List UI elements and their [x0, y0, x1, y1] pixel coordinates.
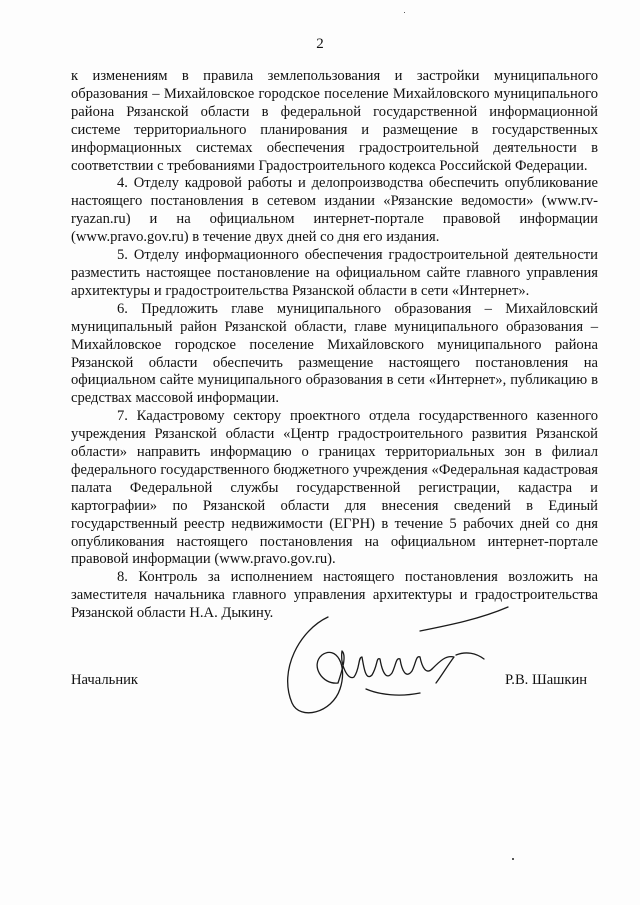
paragraph-item-5: 5. Отделу информационного обеспечения градостроительной деятельности разместить настоящее постановление на официальном сайте главного управления архитектуры и градостроительства Рязанской области в сети «Интернет».	[71, 247, 598, 299]
scan-speck	[404, 12, 405, 13]
scan-speck	[512, 858, 514, 860]
paragraph-item-4: 4. Отделу кадровой работы и делопроизводства обеспечить опубликование настоящего постановления в сетевом издании «Рязанские ведомости» (www.rv-ryazan.ru) и на официальном интернет-портале правовой информации (www.pravo.gov.ru) в течение двух дней со дня его издания.	[71, 175, 598, 246]
signatory-name: Р.В. Шашкин	[505, 672, 588, 688]
signatory-title: Начальник	[71, 672, 139, 688]
page-number: 2	[316, 36, 324, 52]
paragraph-item-8: 8. Контроль за исполнением настоящего постановления возложить на заместителя начальника главного управления архитектуры и градостроительства Рязанской области Н.А. Дыкину.	[71, 569, 598, 622]
paragraph-continuation: к изменениям в правила землепользования и застройки муниципального образования – Михайловское городское поселение Михайловского муниципального района Рязанской области в федеральной государственной информационной системе территориального планирования и размещение в государственных информационных системах обеспечения градостроительной деятельности в соответствии с требованиями Градостроительного кодекса Российской Федерации.	[71, 68, 598, 174]
paragraph-item-6: 6. Предложить главе муниципального образования – Михайловский муниципальный район Рязанской области, главе муниципального образования – Михайловское городское поселение Михайловского муниципального района Рязанской области обеспечить размещение настоящего постановления на официальном сайте муниципального образования в сети «Интернет», публикацию в средствах массовой информации.	[71, 300, 598, 407]
paragraph-item-7: 7. Кадастровому сектору проектного отдела государственного казенного учреждения Рязанской области «Центр градостроительного развития Рязанской области» направить информацию о границах территориальных зон в филиал федерального государственного бюджетного учреждения «Федеральная кадастровая палата Федеральной службы государственной регистрации, кадастра и картографии» по Рязанской области для внесения сведений в Единый государственный реестр недвижимости (ЕГРН) в течение 5 рабочих дней со дня опубликования настоящего постановления на официальном интернет-портале правовой информации (www.pravo.gov.ru).	[71, 408, 598, 568]
document-body	[71, 68, 598, 623]
handwritten-signature	[270, 585, 520, 725]
